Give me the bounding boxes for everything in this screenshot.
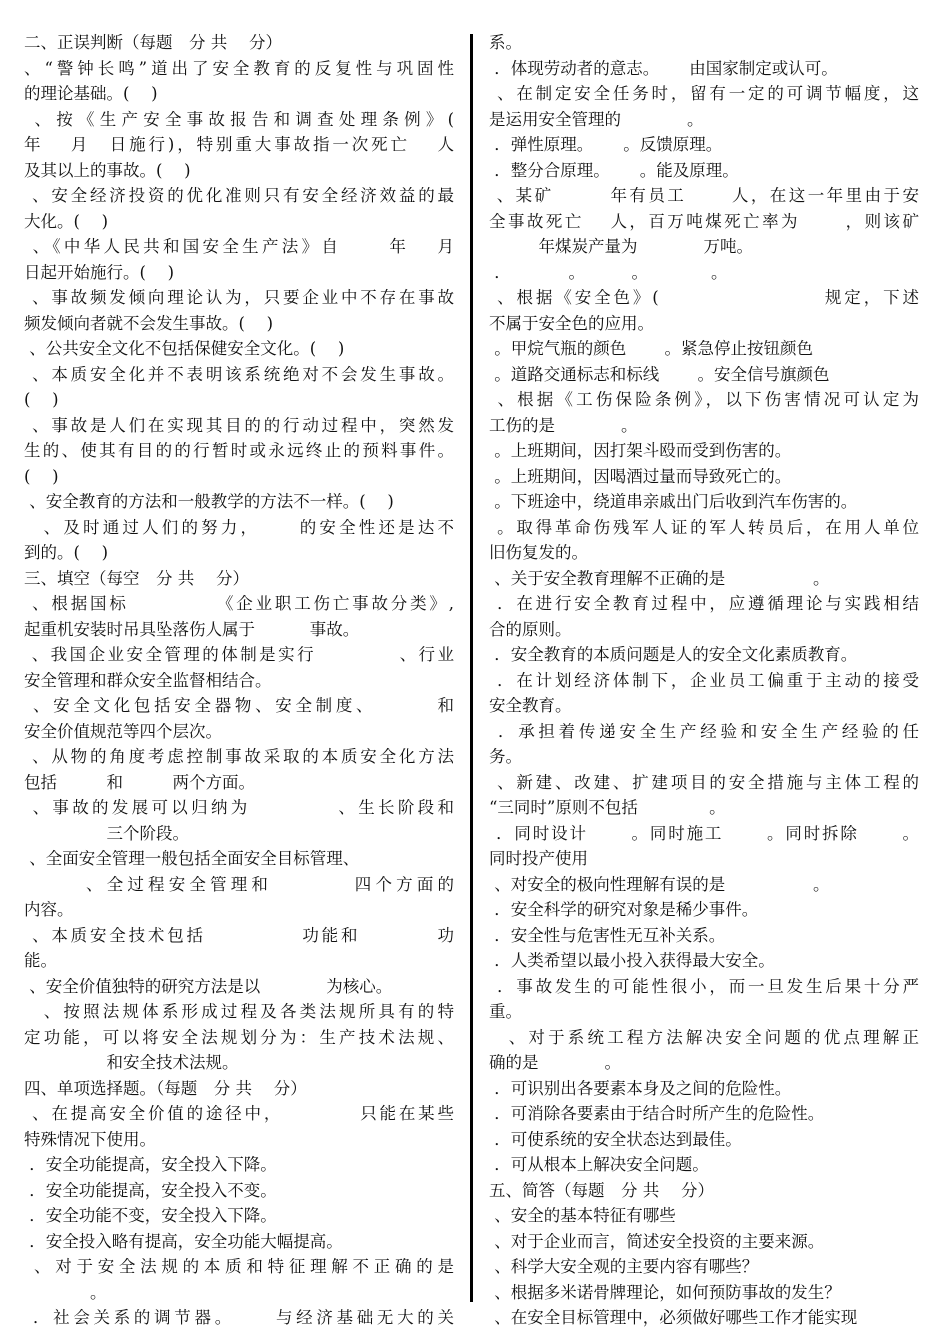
text-line: 年煤炭产量为 万吨。 — [489, 237, 753, 256]
text-line: 五、简答（每题 分 共 分） — [489, 1180, 714, 1200]
text-line: 生的、使其有目的的行暂时或永远终止的预料事件。 — [24, 441, 454, 460]
text-line: ．安全功能不变，安全投入下降。 — [24, 1206, 277, 1225]
text-line: 、关于安全教育理解不正确的是 。 — [489, 568, 830, 588]
text-line: 包括 和 两个方面。 — [24, 772, 255, 792]
text-line: 、对于安全法规的本质和特征理解不正确的是 — [24, 1257, 454, 1276]
text-line: 、对安全的极向性理解有误的是 。 — [489, 874, 830, 894]
text-line: 。取得革命伤残军人证的军人转员后，在用人单位 — [489, 517, 920, 537]
text-line: 、及时通过人们的努力， 的安全性还是达不 — [24, 517, 454, 537]
text-line: 、全过程安全管理和 四个方面的 — [24, 874, 454, 894]
text-line: 、事故是人们在实现其目的的行动过程中，突然发 — [24, 415, 455, 435]
text-line: ．安全教育的本质问题是人的安全文化素质教育。 — [489, 645, 858, 664]
text-line: 、按《生产安全事故报告和调查处理条例》( — [24, 109, 455, 129]
text-line: ．可从根本上解决安全问题。 — [489, 1155, 709, 1174]
text-line: 、在提高安全价值的途径中， 只能在某些 — [24, 1104, 454, 1123]
text-line: 四、单项选择题。（每题 分 共 分） — [24, 1078, 307, 1098]
text-line: ．安全功能提高，安全投入不变。 — [24, 1180, 277, 1200]
text-line: ．安全性与危害性无互补关系。 — [489, 925, 726, 945]
text-line: 、根据多米诺骨牌理论，如何预防事故的发生？ — [489, 1282, 841, 1302]
text-line: 和安全技术法规。 — [24, 1053, 239, 1072]
right-column — [489, 30, 919, 1331]
text-line: 。上班期间，因喝酒过量而导致死亡的。 — [489, 466, 792, 486]
text-line: ( ) — [24, 390, 59, 409]
text-line: 。上班期间，因打架斗殴而受到伤害的。 — [489, 441, 792, 460]
text-line: 日起开始施行。( ) — [24, 262, 175, 282]
text-line: 年 月 日施行)，特别重大事故指一次死亡 人 — [24, 135, 454, 154]
text-line: 、事故频发倾向理论认为，只要企业中不存在事故 — [24, 288, 455, 307]
text-line: 、事故的发展可以归纳为 、生长阶段和 — [24, 798, 455, 817]
text-line: ．弹性原理。 。反馈原理。 — [489, 135, 723, 154]
text-line: 不属于安全色的应用。 — [489, 313, 654, 333]
text-line: 、安全价值独特的研究方法是以 为核心。 — [24, 976, 393, 996]
text-line: 确的是 。 — [489, 1053, 621, 1072]
text-line: 、科学大安全观的主要内容有哪些？ — [489, 1257, 759, 1276]
text-line: ．整分合原理。 。能及原理。 — [489, 160, 739, 180]
text-line: 特殊情况下使用。 — [24, 1129, 156, 1149]
text-line: 。甲烷气瓶的颜色 。紧急停止按钮颜色 — [489, 339, 813, 358]
text-line: 。 — [24, 1282, 107, 1302]
text-line: 、根据国标 《企业职工伤亡事故分类》, — [24, 594, 454, 613]
text-line: 内容。 — [24, 900, 74, 919]
text-line: ．在进行安全教育过程中，应遵循理论与实践相结 — [489, 594, 920, 613]
text-line: 、我国企业安全管理的体制是实行 、行业 — [24, 645, 454, 664]
text-line: 、根据《安全色》( 规定，下述 — [489, 288, 919, 307]
text-line: 安全价值规范等四个层次。 — [24, 721, 222, 741]
text-line: 、按照法规体系形成过程及各类法规所具有的特 — [24, 1002, 454, 1021]
text-line: 的理论基础。( ) — [24, 84, 158, 103]
text-line: ．安全科学的研究对象是稀少事件。 — [489, 900, 759, 919]
text-line: 三个阶段。 — [24, 823, 189, 843]
text-line: ．可消除各要素由于结合时所产生的危险性。 — [489, 1104, 825, 1123]
text-line: 、安全教育的方法和一般教学的方法不一样。( ) — [24, 492, 394, 511]
text-line: 起重机安装时吊具坠落伤人属于 事故。 — [24, 619, 360, 639]
text-line: 定功能，可以将安全法规划分为：生产技术法规、 — [24, 1027, 454, 1047]
text-line: 三、填空（每空 分 共 分） — [24, 568, 249, 588]
text-line: 能。 — [24, 951, 57, 970]
text-line: 安全教育。 — [489, 696, 572, 715]
text-line: ．可使系统的安全状态达到最佳。 — [489, 1129, 742, 1149]
text-line: 、《中华人民共和国安全生产法》自 年 月 — [24, 237, 454, 256]
text-line: ．可识别出各要素本身及之间的危险性。 — [489, 1078, 792, 1098]
text-line: 、本质安全技术包括 功能和 功 — [24, 925, 455, 945]
text-line: 、公共安全文化不包括保健安全文化。( ) — [24, 339, 345, 358]
text-line: 同时投产使用 — [489, 849, 588, 868]
text-line: 重。 — [489, 1002, 522, 1021]
text-line: ．安全投入略有提高，安全功能大幅提高。 — [24, 1231, 343, 1251]
text-line: 合的原则。 — [489, 619, 572, 639]
text-line: 、安全文化包括安全器物、安全制度、 和 — [24, 696, 455, 715]
text-line: ．事故发生的可能性很小，而一旦发生后果十分严 — [489, 976, 920, 996]
text-line: 、安全的基本特征有哪些 — [489, 1206, 676, 1225]
text-line: 。道路交通标志和标线 。安全信号旗颜色 — [489, 364, 830, 384]
text-line: ．人类希望以最小投入获得最大安全。 — [489, 951, 775, 970]
text-line: 、在制定安全任务时，留有一定的可调节幅度，这 — [489, 84, 920, 103]
text-line: 安全管理和群众安全监督相结合。 — [24, 670, 272, 690]
text-line: 旧伤复发的。 — [489, 543, 588, 562]
text-line: 、“警钟长鸣”道出了安全教育的反复性与巩固性 — [24, 58, 454, 78]
text-line: ．承担着传递安全生产经验和安全生产经验的任 — [489, 721, 920, 741]
text-line: 务。 — [489, 747, 522, 766]
text-line: 及其以上的事故。( ) — [24, 160, 191, 180]
text-line: ．社会关系的调节器。 与经济基础无大的关 — [24, 1308, 455, 1327]
text-line: 系。 — [489, 33, 522, 52]
column-divider — [470, 34, 473, 1302]
text-line: 、从物的角度考虑控制事故采取的本质安全化方法 — [24, 747, 455, 766]
text-line: 、全面安全管理一般包括全面安全目标管理、 — [24, 849, 360, 868]
text-line: 、根据《工伤保险条例》，以下伤害情况可认定为 — [489, 390, 920, 409]
text-line: ．体现劳动者的意志。 由国家制定或认可。 — [489, 58, 838, 78]
text-line: ．同时设计 。同时施工 。同时拆除 。 — [489, 823, 919, 843]
text-line: ．安全功能提高，安全投入下降。 — [24, 1155, 277, 1174]
text-line: ( ) — [24, 466, 59, 486]
text-line: 二、正误判断（每题 分 共 分） — [24, 33, 282, 52]
text-line: 、安全经济投资的优化准则只有安全经济效益的最 — [24, 186, 455, 205]
left-column — [24, 30, 454, 1331]
text-line: ． 。 。 。 — [489, 262, 728, 282]
text-line: 、对于系统工程方法解决安全问题的优点理解正 — [489, 1027, 919, 1047]
text-line: 大化。( ) — [24, 211, 109, 231]
text-line: 。下班途中，绕道串亲戚出门后收到汽车伤害的。 — [489, 492, 858, 511]
text-line: 频发倾向者就不会发生事故。( ) — [24, 313, 274, 333]
text-line: 、在安全目标管理中，必须做好哪些工作才能实现 — [489, 1308, 858, 1327]
text-line: 到的。( ) — [24, 543, 109, 562]
text-line: 、某矿 年有员工 人，在这一年里由于安 — [489, 186, 919, 205]
text-line: ．在计划经济体制下，企业员工偏重于主动的接受 — [489, 670, 920, 690]
text-line: 、对于企业而言，简述安全投资的主要来源。 — [489, 1231, 825, 1251]
text-line: 工伤的是 。 — [489, 415, 638, 435]
text-line: 、新建、改建、扩建项目的安全措施与主体工程的 — [489, 772, 920, 792]
text-line: “三同时”原则不包括 。 — [489, 798, 726, 817]
text-line: 是运用安全管理的 。 — [489, 109, 704, 129]
text-line: 、本质安全化并不表明该系统绝对不会发生事故。 — [24, 364, 455, 384]
text-line: 全事故死亡 人，百万吨煤死亡率为 ，则该矿 — [489, 211, 919, 231]
